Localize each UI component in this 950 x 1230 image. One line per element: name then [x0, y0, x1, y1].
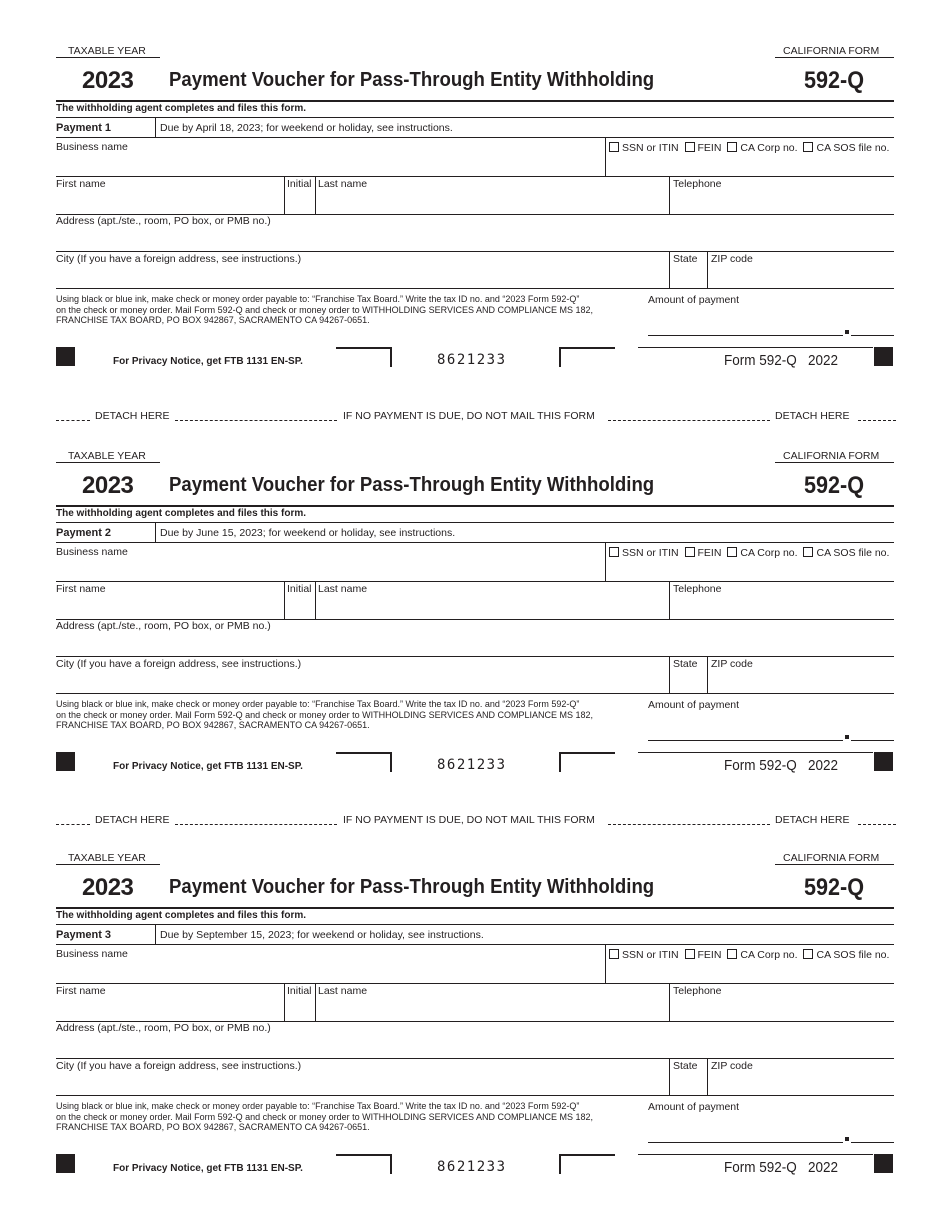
privacy-notice: For Privacy Notice, get FTB 1131 EN-SP. — [113, 1163, 303, 1174]
scan-number: 8621233 — [437, 352, 507, 368]
payment-voucher-2 — [0, 405, 950, 785]
first-name-label: First name — [56, 178, 106, 190]
due-date-text: Due by June 15, 2023; for weekend or holiday, see instructions. — [160, 527, 456, 539]
registration-mark — [874, 752, 893, 771]
footer-form-id: Form 592-Q 2022 — [724, 1159, 839, 1176]
first-name-label: First name — [56, 583, 106, 595]
privacy-notice: For Privacy Notice, get FTB 1131 EN-SP. — [113, 761, 303, 772]
mailing-instructions: Using black or blue ink, make check or money order payable to: “Franchise Tax Board.” Write the tax ID no. and “2023 Form 592-Q” on the check or money order. Mail Form 592-Q and check or money order to WITHHOLDING SERVICES AND COMPLIANCE MS 182, FRANCHISE TAX BOARD, PO BOX 942867, SACRAMENTO CA 94267-0651. — [56, 1101, 594, 1132]
taxable-year-label: TAXABLE YEAR — [68, 45, 146, 57]
business-name-label: Business name — [56, 141, 128, 153]
scan-bracket-left — [336, 752, 392, 772]
registration-mark — [56, 752, 75, 771]
ca-corp-checkbox[interactable] — [727, 142, 737, 152]
payment-voucher-3 — [0, 807, 950, 1187]
payment-label: Payment 3 — [56, 929, 112, 941]
fein-checkbox[interactable] — [685, 949, 695, 959]
payment-label: Payment 2 — [56, 527, 112, 539]
payment-label: Payment 1 — [56, 122, 112, 134]
detach-line — [56, 410, 896, 424]
scan-bracket-left — [336, 347, 392, 367]
decimal-point — [845, 735, 849, 739]
address-label: Address (apt./ste., room, PO box, or PMB no.) — [56, 215, 271, 227]
ca-corp-checkbox[interactable] — [727, 547, 737, 557]
detach-here-right: DETACH HERE — [775, 410, 850, 422]
last-name-label: Last name — [318, 985, 368, 997]
zip-label: ZIP code — [711, 253, 753, 265]
city-label: City (If you have a foreign address, see instructions.) — [56, 658, 302, 670]
telephone-label: Telephone — [673, 178, 722, 190]
business-name-label: Business name — [56, 546, 128, 558]
detach-middle-text: IF NO PAYMENT IS DUE, DO NOT MAIL THIS FORM — [343, 814, 595, 826]
city-label: City (If you have a foreign address, see instructions.) — [56, 1060, 302, 1072]
ssn-checkbox[interactable] — [609, 949, 619, 959]
state-label: State — [673, 253, 698, 265]
zip-label: ZIP code — [711, 658, 753, 670]
amount-label: Amount of payment — [648, 1101, 740, 1113]
california-form-label: CALIFORNIA FORM — [783, 45, 880, 57]
california-form-label: CALIFORNIA FORM — [783, 450, 880, 462]
first-name-label: First name — [56, 985, 106, 997]
amount-dollars-line[interactable] — [648, 740, 843, 741]
amount-dollars-line[interactable] — [648, 1142, 843, 1143]
initial-label: Initial — [287, 178, 312, 190]
detach-line — [56, 814, 896, 828]
agent-note: The withholding agent completes and files this form. — [56, 508, 307, 519]
mailing-instructions: Using black or blue ink, make check or money order payable to: “Franchise Tax Board.” Write the tax ID no. and “2023 Form 592-Q” on the check or money order. Mail Form 592-Q and check or money order to WITHHOLDING SERVICES AND COMPLIANCE MS 182, FRANCHISE TAX BOARD, PO BOX 942867, SACRAMENTO CA 94267-0651. — [56, 699, 594, 730]
amount-cents-line[interactable] — [851, 335, 894, 336]
last-name-label: Last name — [318, 178, 368, 190]
scan-bracket-right — [559, 347, 615, 367]
telephone-label: Telephone — [673, 985, 722, 997]
ca-sos-checkbox[interactable] — [803, 949, 813, 959]
id-type-checkboxes[interactable]: SSN or ITIN FEIN CA Corp no. CA SOS file no. — [609, 142, 889, 154]
agent-note: The withholding agent completes and files this form. — [56, 910, 307, 921]
business-name-label: Business name — [56, 948, 128, 960]
telephone-label: Telephone — [673, 583, 722, 595]
detach-middle-text: IF NO PAYMENT IS DUE, DO NOT MAIL THIS FORM — [343, 410, 595, 422]
state-label: State — [673, 658, 698, 670]
scan-bracket-right — [559, 1154, 615, 1174]
amount-label: Amount of payment — [648, 294, 740, 306]
state-label: State — [673, 1060, 698, 1072]
ca-sos-checkbox[interactable] — [803, 547, 813, 557]
tax-year: 2023 — [82, 472, 134, 499]
form-number: 592-Q — [804, 874, 865, 901]
privacy-notice: For Privacy Notice, get FTB 1131 EN-SP. — [113, 356, 303, 367]
registration-mark — [874, 347, 893, 366]
fein-checkbox[interactable] — [685, 547, 695, 557]
footer-form-id: Form 592-Q 2022 — [724, 757, 839, 774]
form-title: Payment Voucher for Pass-Through Entity Withholding — [169, 69, 655, 91]
scan-bracket-left — [336, 1154, 392, 1174]
ssn-checkbox[interactable] — [609, 547, 619, 557]
city-label: City (If you have a foreign address, see instructions.) — [56, 253, 302, 265]
detach-here-left: DETACH HERE — [95, 410, 170, 422]
form-number: 592-Q — [804, 472, 865, 499]
address-label: Address (apt./ste., room, PO box, or PMB no.) — [56, 1022, 271, 1034]
scan-number: 8621233 — [437, 757, 507, 773]
payment-voucher-1 — [0, 0, 950, 380]
ssn-checkbox[interactable] — [609, 142, 619, 152]
address-label: Address (apt./ste., room, PO box, or PMB no.) — [56, 620, 271, 632]
scan-number: 8621233 — [437, 1159, 507, 1175]
tax-year: 2023 — [82, 874, 134, 901]
registration-mark — [56, 1154, 75, 1173]
initial-label: Initial — [287, 985, 312, 997]
detach-here-left: DETACH HERE — [95, 814, 170, 826]
decimal-point — [845, 1137, 849, 1141]
id-type-checkboxes[interactable]: SSN or ITIN FEIN CA Corp no. CA SOS file no. — [609, 547, 889, 559]
due-date-text: Due by April 18, 2023; for weekend or holiday, see instructions. — [160, 122, 453, 134]
detach-here-right: DETACH HERE — [775, 814, 850, 826]
amount-cents-line[interactable] — [851, 1142, 894, 1143]
decimal-point — [845, 330, 849, 334]
ca-corp-checkbox[interactable] — [727, 949, 737, 959]
fein-checkbox[interactable] — [685, 142, 695, 152]
registration-mark — [874, 1154, 893, 1173]
registration-mark — [56, 347, 75, 366]
last-name-label: Last name — [318, 583, 368, 595]
taxable-year-label: TAXABLE YEAR — [68, 450, 146, 462]
footer-form-id: Form 592-Q 2022 — [724, 352, 839, 369]
tax-year: 2023 — [82, 67, 134, 94]
agent-note: The withholding agent completes and files this form. — [56, 103, 307, 114]
id-type-checkboxes[interactable]: SSN or ITIN FEIN CA Corp no. CA SOS file no. — [609, 949, 889, 961]
amount-dollars-line[interactable] — [648, 335, 843, 336]
amount-cents-line[interactable] — [851, 740, 894, 741]
amount-label: Amount of payment — [648, 699, 740, 711]
taxable-year-label: TAXABLE YEAR — [68, 852, 146, 864]
scan-bracket-right — [559, 752, 615, 772]
mailing-instructions: Using black or blue ink, make check or money order payable to: “Franchise Tax Board.” Write the tax ID no. and “2023 Form 592-Q” on the check or money order. Mail Form 592-Q and check or money order to WITHHOLDING SERVICES AND COMPLIANCE MS 182, FRANCHISE TAX BOARD, PO BOX 942867, SACRAMENTO CA 94267-0651. — [56, 294, 594, 325]
zip-label: ZIP code — [711, 1060, 753, 1072]
california-form-label: CALIFORNIA FORM — [783, 852, 880, 864]
due-date-text: Due by September 15, 2023; for weekend or holiday, see instructions. — [160, 929, 484, 941]
form-number: 592-Q — [804, 67, 865, 94]
initial-label: Initial — [287, 583, 312, 595]
form-title: Payment Voucher for Pass-Through Entity Withholding — [169, 876, 655, 898]
form-title: Payment Voucher for Pass-Through Entity Withholding — [169, 474, 655, 496]
ca-sos-checkbox[interactable] — [803, 142, 813, 152]
